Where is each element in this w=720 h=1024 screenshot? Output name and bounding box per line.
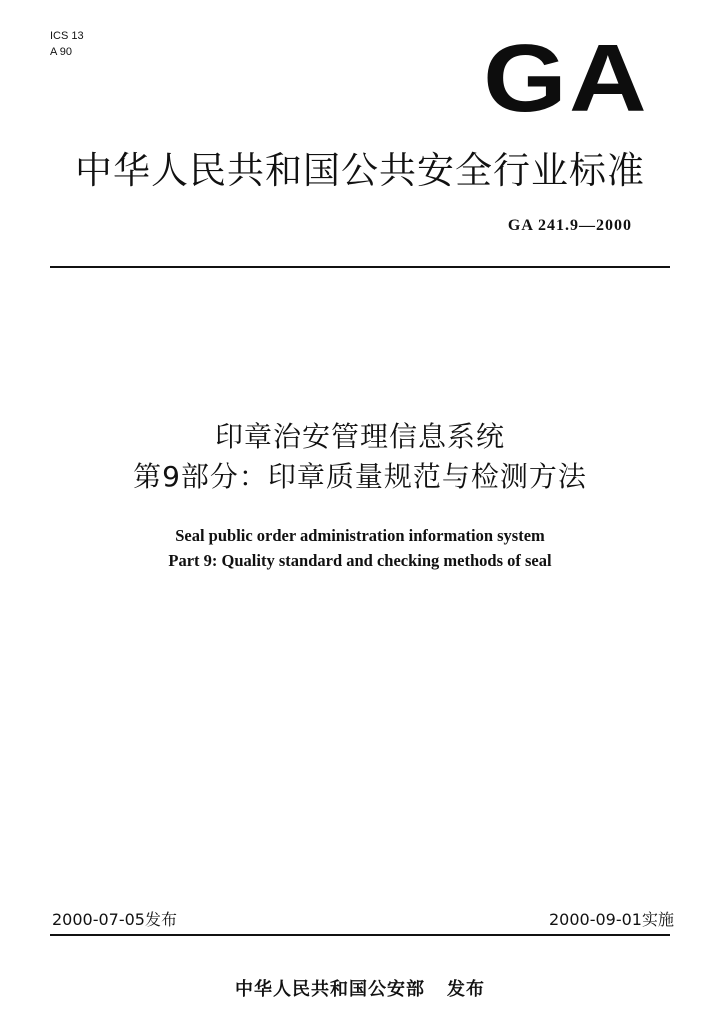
- publisher-line: [0, 975, 720, 1001]
- en-title-line1: Seal public order administration information system: [175, 526, 545, 545]
- header-divider: [50, 266, 670, 268]
- ics-code: ICS 13: [50, 30, 84, 42]
- effective-date: 2000-09-01实施: [549, 910, 674, 929]
- standard-category-title: 中华人民共和国公共安全行业标准: [75, 149, 645, 192]
- en-title-line2: Part 9: Quality standard and checking methods of seal: [168, 551, 552, 570]
- ccs-code: A 90: [50, 46, 73, 58]
- ga-logo-text: GA: [483, 25, 649, 132]
- ga-logo: [483, 25, 649, 132]
- footer-divider: [50, 934, 670, 936]
- cn-title-line1: 印章治安管理信息系统: [214, 420, 505, 453]
- standard-number: GA 241.9—2000: [507, 217, 632, 234]
- publisher-name: 中华人民共和国公安部: [235, 979, 425, 1000]
- cn-title-line2: 第9部分：印章质量规范与检测方法: [133, 460, 587, 493]
- publisher-action: 发布: [447, 979, 485, 1000]
- issued-date: 2000-07-05发布: [52, 910, 177, 929]
